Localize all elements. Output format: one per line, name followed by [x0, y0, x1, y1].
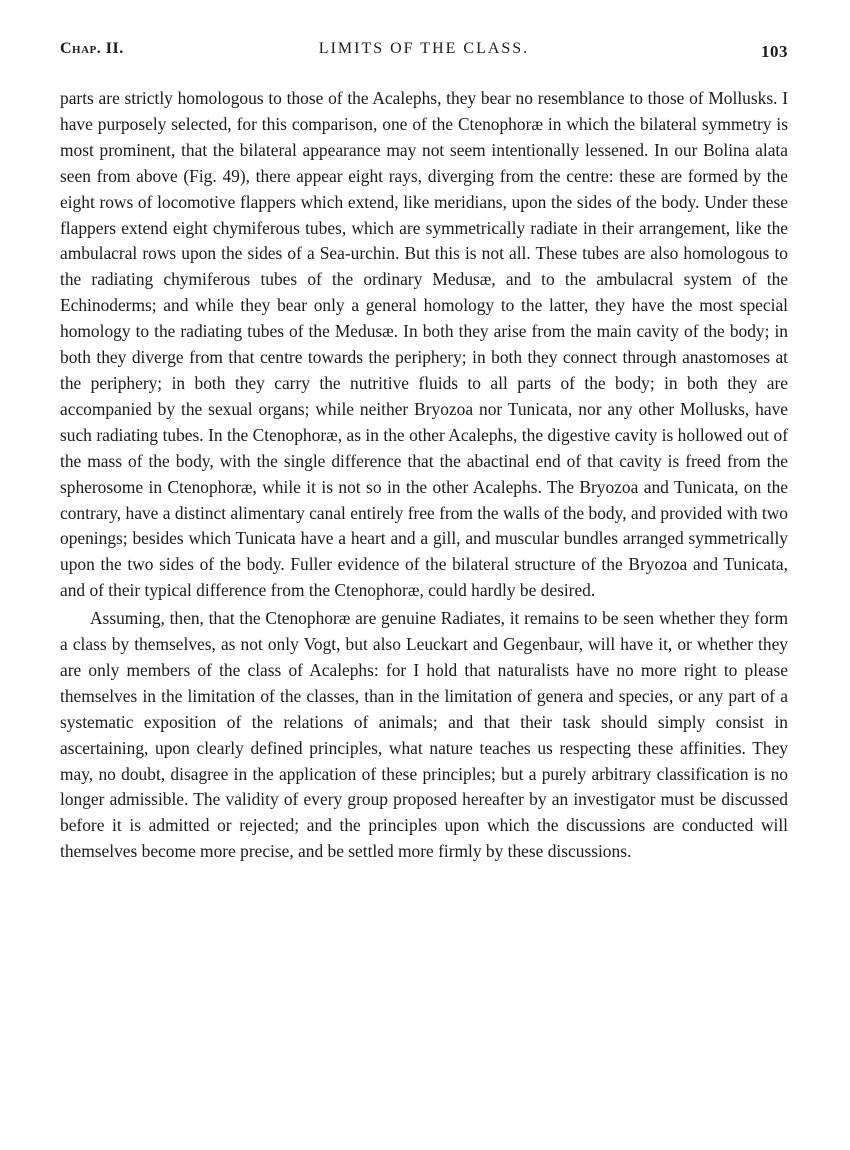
- chapter-label: Chap. II.: [60, 40, 124, 57]
- running-head: [60, 36, 788, 66]
- running-title: LIMITS OF THE CLASS.: [318, 40, 530, 57]
- page-number: 103: [761, 42, 788, 61]
- body-text: [60, 86, 788, 865]
- paragraph-continued: parts are strictly homologous to those of the Acalephs, they bear no resemblance to those of Mollusks. I have purposely selected, for this comparison, one of the Ctenophoræ in which the bilateral symmetry is most prominent, that the bilateral appearance may not seem intentionally lessened. In our Bolina alata seen from above (Fig. 49), there appear eight rays, diverging from the centre: these are formed by the eight rows of locomotive flappers which extend, like meridians, upon the sides of the body. Under these flappers extend eight chymiferous tubes, which are symmetrically radiate in their arrangement, like the ambulacral rows upon the sides of a Sea-urchin. But this is not all. These tubes are also homologous to the radiating chymiferous tubes of the ordinary Medusæ, and to the ambulacral system of the Echinoderms; and while they bear only a general homology to the latter, they have the most special homology to the radiating tubes of the Medusæ. In both they arise from the main cavity of the body; in both they diverge from that centre towards the periphery; in both they connect through anastomoses at the periphery; in both they carry the nutritive fluids to all parts of the body; in both they are accompanied by the sexual organs; while neither Bryozoa nor Tunicata, nor any other Mollusks, have such radiating tubes. In the Ctenophoræ, as in the other Acalephs, the digestive cavity is hollowed out of the mass of the body, with the single difference that the abactinal end of that cavity is freed from the spherosome in Ctenophoræ, while it is not so in the other Acalephs. The Bryozoa and Tunicata, on the contrary, have a distinct alimentary canal entirely free from the walls of the body, and provided with two openings; besides which Tunicata have a heart and a gill, and muscular bundles arranged symmetrically upon the two sides of the body. Fuller evidence of the bilateral structure of the Bryozoa and Tunicata, and of their typical difference from the Ctenophoræ, could hardly be desired.: [60, 88, 788, 601]
- book-page: [60, 36, 788, 865]
- paragraph: Assuming, then, that the Ctenophoræ are genuine Radiates, it remains to be seen whether they form a class by themselves, as not only Vogt, but also Leuckart and Gegenbaur, will have it, or whether they are only members of the class of Acalephs: for I hold that naturalists have no more right to please themselves in the limitation of the classes, than in the limitation of genera and species, or any part of a systematic exposition of the relations of animals; and that their task should simply consist in ascertaining, upon clearly defined principles, what nature teaches us respecting these affinities. They may, no doubt, disagree in the application of these principles; but a purely arbitrary classification is no longer admissible. The validity of every group proposed hereafter by an investigator must be discussed before it is admitted or rejected; and the principles upon which the discussions are conducted will themselves become more precise, and be settled more firmly by these discussions.: [60, 608, 788, 862]
